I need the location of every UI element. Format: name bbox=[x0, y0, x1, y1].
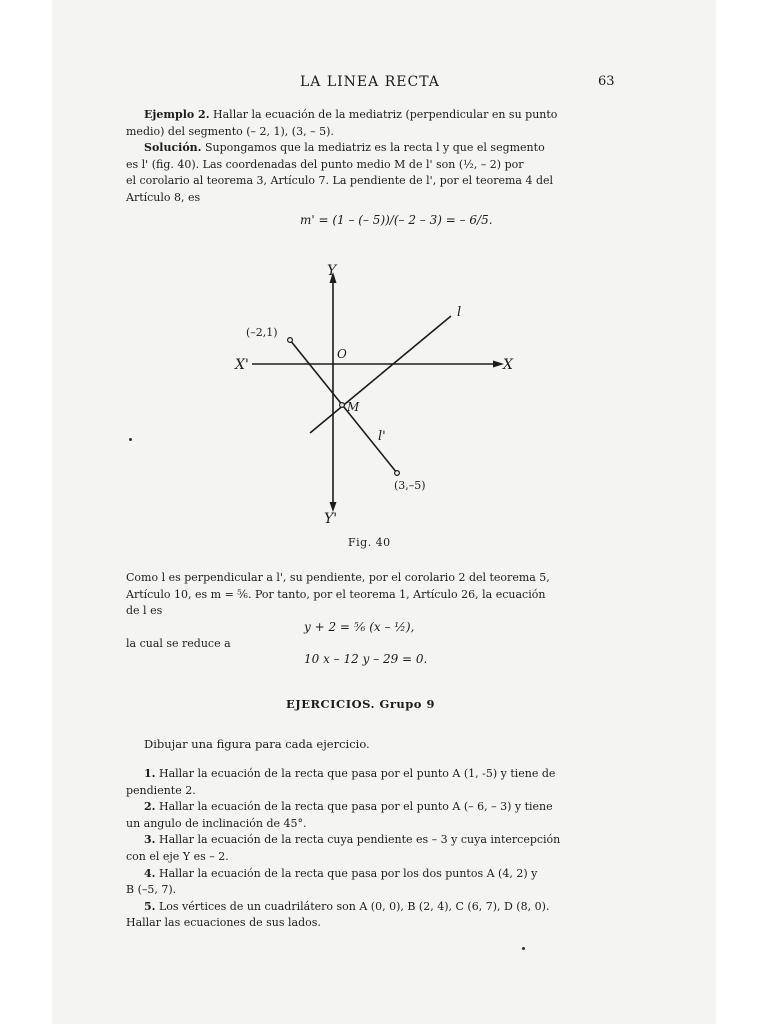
exercise-number: 1. bbox=[144, 767, 156, 780]
axis-label-y-prime: Y' bbox=[324, 511, 338, 527]
exercise-number: 3. bbox=[144, 833, 156, 847]
exercise-item bbox=[126, 866, 616, 883]
figure-caption: Fig. 40 bbox=[348, 536, 391, 549]
line-text: Hallar la ecuación de la recta que pasa por el punto A (– 6, – 3) y tiene bbox=[155, 800, 553, 814]
text-line bbox=[126, 849, 616, 866]
page-number: 63 bbox=[598, 74, 615, 89]
axis-label-x-prime: X' bbox=[235, 357, 249, 373]
text-line: Artículo 10, es m = ⅚. Por tanto, por el teorema 1, Artículo 26, la ecuación bbox=[126, 587, 546, 601]
line-text: un angulo de inclinación de 45°. bbox=[126, 816, 307, 830]
exercises-intro: Dibujar una figura para cada ejercicio. bbox=[144, 737, 370, 751]
exercise-item bbox=[126, 766, 616, 783]
text-line bbox=[126, 882, 616, 899]
example-label: Ejemplo 2. bbox=[144, 108, 210, 121]
text-line: Como l es perpendicular a l', su pendiente, por el corolario 2 del teorema 5, bbox=[126, 571, 550, 584]
line-text: B (–5, 7). bbox=[126, 883, 177, 897]
point-label-3-minus5: (3,–5) bbox=[394, 479, 426, 492]
exercises-heading: EJERCICIOS. Grupo 9 bbox=[286, 697, 435, 711]
line-text: Hallar la ecuación de la recta que pasa por el punto A (1, -5) y tiene de bbox=[155, 767, 556, 780]
text-line bbox=[126, 816, 616, 833]
line-text: Los vértices de un cuadrilátero son A (0, 0), B (2, 4), C (6, 7), D (8, 0). bbox=[155, 899, 550, 913]
line-text: Hallar las ecuaciones de sus lados. bbox=[126, 916, 321, 930]
midpoint-label: M bbox=[347, 400, 360, 414]
point-minus2-1 bbox=[288, 338, 293, 343]
exercise-number: 2. bbox=[144, 800, 156, 814]
text-line bbox=[126, 915, 616, 932]
line-text: Hallar la ecuación de la recta que pasa por los dos puntos A (4, 2) y bbox=[155, 866, 538, 880]
line-text: el corolario al teorema 3, Artículo 7. La pendiente de l', por el teorema 4 del bbox=[126, 174, 554, 188]
line-text: medio) del segmento (– 2, 1), (3, – 5). bbox=[126, 124, 334, 138]
origin-label: O bbox=[337, 347, 347, 361]
line-text: Supongamos que la mediatriz es la recta l y que el segmento bbox=[201, 141, 545, 155]
line-text: pendiente 2. bbox=[126, 783, 196, 797]
line-text: con el eje Y es – 2. bbox=[126, 849, 229, 863]
line-text: es l' (fig. 40). Las coordenadas del punto medio M de l' son (½, – 2) por bbox=[126, 157, 524, 171]
slope-formula: m' = (1 – (– 5))/(– 2 – 3) = – 6/5. bbox=[300, 213, 493, 227]
exercise-item bbox=[126, 832, 616, 849]
midpoint-m bbox=[340, 403, 345, 408]
axis-label-x: X bbox=[503, 357, 513, 373]
line-text: Hallar la ecuación de la recta cuya pendiente es – 3 y cuya intercepción bbox=[155, 833, 561, 847]
point-label-minus2-1: (–2,1) bbox=[246, 326, 278, 339]
line-text: Artículo 8, es bbox=[126, 190, 201, 204]
exercise-number: 5. bbox=[144, 899, 156, 913]
exercise-number: 4. bbox=[144, 866, 156, 880]
point-3-minus5 bbox=[395, 471, 400, 476]
scan-speck bbox=[129, 438, 132, 441]
line-label-l: l bbox=[457, 305, 462, 320]
solution-label: Solución. bbox=[144, 141, 202, 155]
exercise-item bbox=[126, 799, 616, 816]
continuation-paragraph bbox=[126, 570, 616, 620]
point-slope-equation: y + 2 = ⅚ (x – ½), bbox=[304, 620, 415, 634]
reduce-label: la cual se reduce a bbox=[126, 637, 231, 650]
scan-speck bbox=[522, 947, 525, 950]
axis-label-y: Y bbox=[327, 263, 337, 279]
text-line: de l es bbox=[126, 604, 163, 618]
general-equation: 10 x – 12 y – 29 = 0. bbox=[304, 652, 428, 666]
line-label-l-prime: l' bbox=[378, 429, 386, 444]
bisector-line-l bbox=[310, 316, 451, 433]
line-text: Hallar la ecuación de la mediatriz (perpendicular en su punto bbox=[209, 108, 558, 121]
running-title: LA LINEA RECTA bbox=[300, 74, 440, 90]
exercise-list bbox=[126, 766, 616, 932]
text-line bbox=[126, 783, 616, 800]
exercise-item bbox=[126, 899, 616, 916]
